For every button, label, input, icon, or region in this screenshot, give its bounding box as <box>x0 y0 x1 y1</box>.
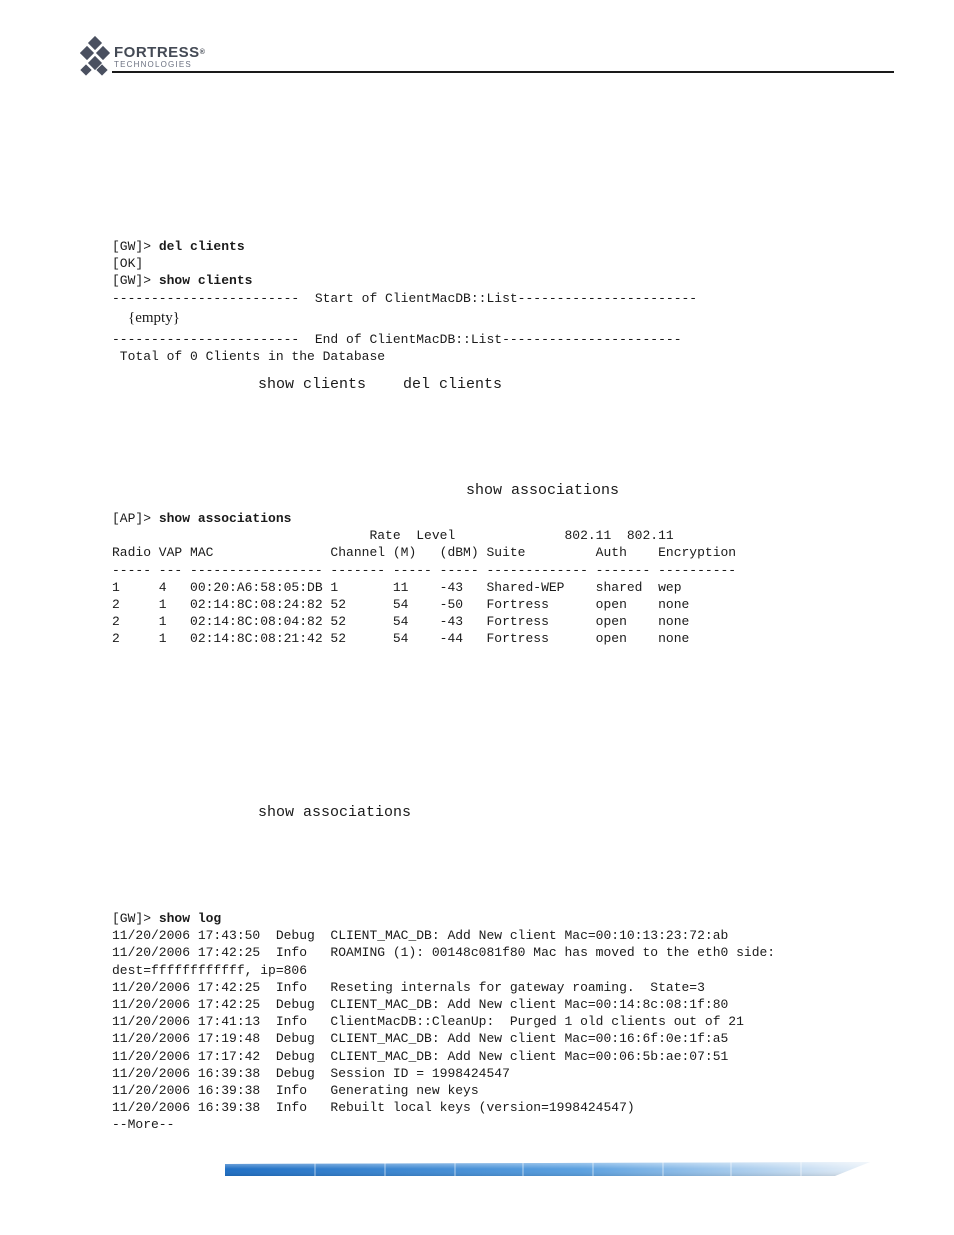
log-line: 11/20/2006 17:42:25 Info ROAMING (1): 00148c081f80 Mac has moved to the eth0 side: <box>112 945 776 961</box>
log-line: 11/20/2006 17:43:50 Debug CLIENT_MAC_DB: Add New client Mac=00:10:13:23:72:ab <box>112 928 729 944</box>
log-line: 11/20/2006 17:41:13 Info ClientMacDB::CleanUp: Purged 1 old clients out of 21 <box>112 1014 744 1030</box>
more-prompt: --More-- <box>112 1117 175 1133</box>
command: show log <box>158 911 222 926</box>
table-row: 2 1 02:14:8C:08:04:82 52 54 -43 Fortress open none <box>112 614 690 630</box>
prompt: [GW]> <box>112 239 159 254</box>
command: show associations <box>158 511 292 526</box>
empty-marker: {empty} <box>128 310 180 326</box>
code-block-associations <box>112 510 736 648</box>
inline-show-clients: show clients <box>258 376 367 393</box>
log-line: 11/20/2006 16:39:38 Debug Session ID = 1998424547 <box>112 1065 510 1081</box>
header-rule <box>112 71 894 73</box>
inline-del-clients: del clients <box>403 376 503 393</box>
brand-wordmark <box>114 46 205 69</box>
inline-show-associations: show associations <box>466 482 620 499</box>
brand-sub: TECHNOLOGIES <box>114 60 192 69</box>
log-line: dest=ffffffffffff, ip=806 <box>112 962 308 978</box>
command: show clients <box>158 273 253 289</box>
output-line: ------------------------ Start of ClientMacDB::List----------------------- <box>112 290 698 306</box>
output-line: [OK] <box>112 256 144 272</box>
prompt: [GW]> <box>112 911 159 926</box>
command: del clients <box>158 239 245 254</box>
log-line: 11/20/2006 17:42:25 Debug CLIENT_MAC_DB: Add New client Mac=00:14:8c:08:1f:80 <box>112 997 729 1013</box>
log-line: 11/20/2006 17:17:42 Debug CLIENT_MAC_DB: Add New client Mac=00:06:5b:ae:07:51 <box>112 1048 729 1064</box>
code-block-clients-end <box>112 331 682 365</box>
code-block-log <box>112 910 775 1134</box>
table-header: Radio VAP MAC Channel (M) (dBM) Suite Auth Encryption <box>112 545 737 561</box>
output-line: ------------------------ End of ClientMacDB::List----------------------- <box>112 332 682 347</box>
table-header: Rate Level 802.11 802.11 <box>112 528 674 544</box>
output-line: Total of 0 Clients in the Database <box>112 349 386 365</box>
log-line: 11/20/2006 17:19:48 Debug CLIENT_MAC_DB: Add New client Mac=00:16:6f:0e:1f:a5 <box>112 1031 729 1047</box>
code-block-clients <box>112 238 697 307</box>
brand-mark: ® <box>199 49 206 56</box>
inline-show-associations-2: show associations <box>258 804 412 821</box>
log-line: 11/20/2006 16:39:38 Info Generating new keys <box>112 1083 479 1099</box>
prompt: [GW]> <box>112 273 159 289</box>
table-row: 2 1 02:14:8C:08:21:42 52 54 -44 Fortress open none <box>112 631 690 647</box>
brand-name: FORTRESS <box>114 44 200 61</box>
table-row: 1 4 00:20:A6:58:05:DB 1 11 -43 Shared-WEP shared wep <box>112 579 682 595</box>
footer-bar-graphic <box>225 1162 870 1176</box>
table-rule: ----- --- ----------------- ------- ----- ----- ------------- ------- ---------- <box>112 562 737 578</box>
log-line: 11/20/2006 17:42:25 Info Reseting internals for gateway roaming. State=3 <box>112 979 705 995</box>
prompt: [AP]> <box>112 511 159 526</box>
table-row: 2 1 02:14:8C:08:24:82 52 54 -50 Fortress open none <box>112 597 690 613</box>
log-line: 11/20/2006 16:39:38 Info Rebuilt local keys (version=1998424547) <box>112 1100 635 1116</box>
